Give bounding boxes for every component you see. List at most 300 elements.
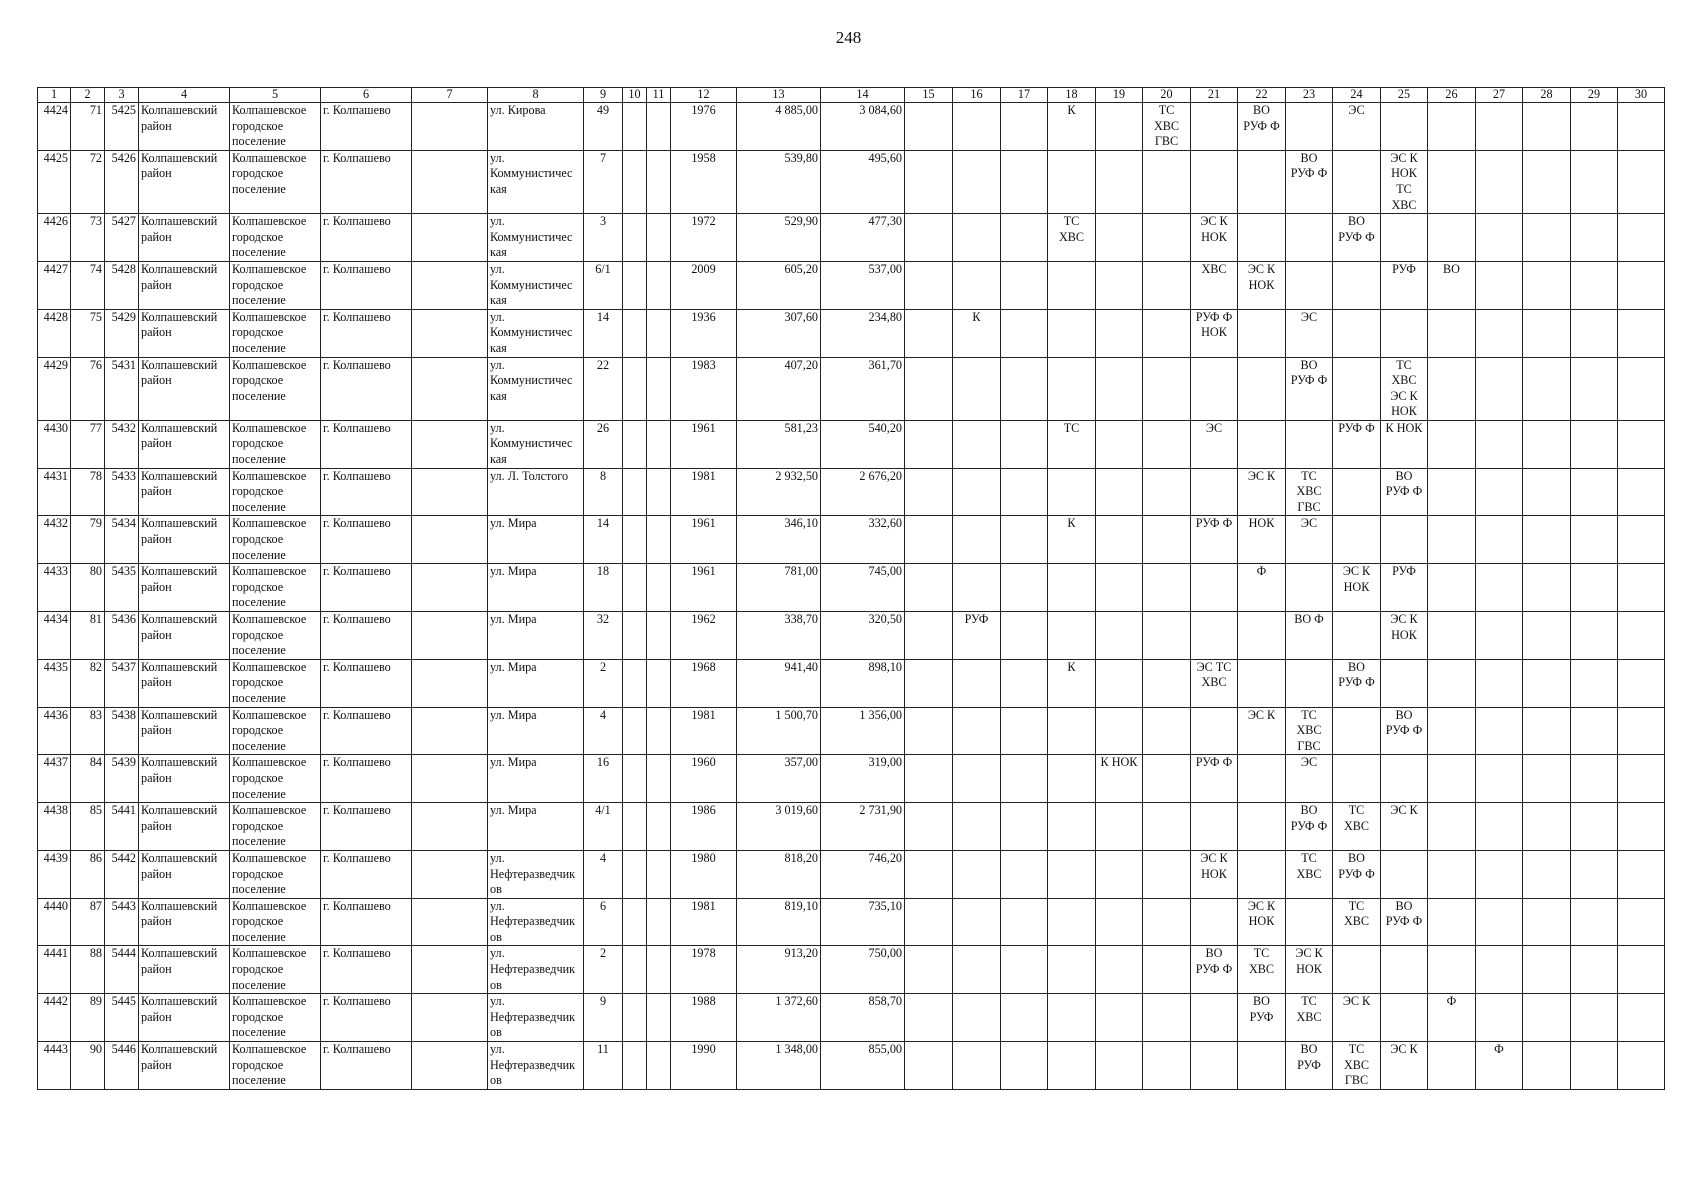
work-code-cell: ЭС К — [1238, 468, 1286, 516]
work-code-cell — [1618, 994, 1665, 1042]
work-code-cell — [1048, 898, 1096, 946]
column-header: 27 — [1476, 88, 1523, 103]
work-code-cell — [1333, 261, 1381, 309]
work-code-cell — [1618, 612, 1665, 660]
row-index-cell: 77 — [71, 420, 105, 468]
object-code-cell: 5444 — [105, 946, 139, 994]
row-id-cell: 4443 — [38, 1042, 71, 1090]
year-built-cell: 1958 — [671, 150, 737, 213]
work-code-cell — [1618, 357, 1665, 420]
work-code-cell — [1428, 420, 1476, 468]
work-code-cell — [1048, 1042, 1096, 1090]
work-code-cell: ТС ХВС ЭС К НОК — [1381, 357, 1428, 420]
work-code-cell — [1333, 516, 1381, 564]
work-code-cell: ХВС — [1191, 261, 1238, 309]
street-cell: ул. Мира — [488, 707, 584, 755]
work-code-cell: ТС ХВС — [1286, 850, 1333, 898]
work-code-cell — [953, 1042, 1001, 1090]
col-11-cell — [647, 357, 671, 420]
col-10-cell — [623, 357, 647, 420]
col-10-cell — [623, 850, 647, 898]
town-cell: г. Колпашево — [321, 420, 412, 468]
street-cell: ул. Коммунистичес кая — [488, 261, 584, 309]
object-code-cell: 5437 — [105, 659, 139, 707]
work-code-cell — [1618, 850, 1665, 898]
work-code-cell — [1618, 214, 1665, 262]
total-area-cell: 2 932,50 — [737, 468, 821, 516]
object-code-cell: 5434 — [105, 516, 139, 564]
work-code-cell — [1476, 150, 1523, 213]
work-code-cell — [1571, 898, 1618, 946]
work-code-cell — [1476, 803, 1523, 851]
column-header: 26 — [1428, 88, 1476, 103]
col-10-cell — [623, 707, 647, 755]
work-code-cell — [1618, 103, 1665, 151]
work-code-cell — [1238, 420, 1286, 468]
col-11-cell — [647, 612, 671, 660]
col-10-cell — [623, 803, 647, 851]
row-index-cell: 83 — [71, 707, 105, 755]
settlement-cell: Колпашевское городское поселение — [230, 1042, 321, 1090]
work-code-cell: К — [953, 309, 1001, 357]
work-code-cell — [1143, 612, 1191, 660]
living-area-cell: 855,00 — [821, 1042, 905, 1090]
work-code-cell — [1476, 850, 1523, 898]
work-code-cell — [1571, 803, 1618, 851]
column-header: 8 — [488, 88, 584, 103]
work-code-cell — [1476, 103, 1523, 151]
object-code-cell: 5431 — [105, 357, 139, 420]
work-code-cell — [1001, 357, 1048, 420]
work-code-cell — [1476, 357, 1523, 420]
work-code-cell — [905, 994, 953, 1042]
settlement-cell: Колпашевское городское поселение — [230, 898, 321, 946]
town-cell: г. Колпашево — [321, 214, 412, 262]
row-index-cell: 72 — [71, 150, 105, 213]
district-cell: Колпашевский район — [139, 850, 230, 898]
town-cell: г. Колпашево — [321, 516, 412, 564]
work-code-cell — [1191, 103, 1238, 151]
col-7-cell — [412, 150, 488, 213]
settlement-cell: Колпашевское городское поселение — [230, 612, 321, 660]
work-code-cell — [1143, 420, 1191, 468]
house-number-cell: 14 — [584, 516, 623, 564]
street-cell: ул. Мира — [488, 659, 584, 707]
work-code-cell: ВО РУФ Ф — [1191, 946, 1238, 994]
column-header: 15 — [905, 88, 953, 103]
column-header: 29 — [1571, 88, 1618, 103]
work-code-cell: К НОК — [1096, 755, 1143, 803]
settlement-cell: Колпашевское городское поселение — [230, 707, 321, 755]
work-code-cell: ЭС К НОК — [1191, 214, 1238, 262]
column-header: 17 — [1001, 88, 1048, 103]
row-index-cell: 79 — [71, 516, 105, 564]
total-area-cell: 605,20 — [737, 261, 821, 309]
district-cell: Колпашевский район — [139, 357, 230, 420]
work-code-cell — [1096, 261, 1143, 309]
work-code-cell — [1143, 516, 1191, 564]
row-id-cell: 4429 — [38, 357, 71, 420]
house-number-cell: 3 — [584, 214, 623, 262]
street-cell: ул. Коммунистичес кая — [488, 357, 584, 420]
work-code-cell: ТС — [1048, 420, 1096, 468]
settlement-cell: Колпашевское городское поселение — [230, 261, 321, 309]
settlement-cell: Колпашевское городское поселение — [230, 214, 321, 262]
work-code-cell: ТС ХВС — [1286, 994, 1333, 1042]
work-code-cell: ЭС — [1286, 309, 1333, 357]
work-code-cell: ТС ХВС — [1048, 214, 1096, 262]
work-code-cell — [953, 103, 1001, 151]
year-built-cell: 1990 — [671, 1042, 737, 1090]
living-area-cell: 361,70 — [821, 357, 905, 420]
work-code-cell — [1428, 150, 1476, 213]
work-code-cell — [1048, 707, 1096, 755]
work-code-cell — [1428, 946, 1476, 994]
work-code-cell — [1476, 994, 1523, 1042]
work-code-cell: ВО РУФ — [1238, 994, 1286, 1042]
work-code-cell: РУФ Ф — [1191, 755, 1238, 803]
col-7-cell — [412, 994, 488, 1042]
work-code-cell — [1523, 150, 1571, 213]
work-code-cell — [1523, 850, 1571, 898]
total-area-cell: 941,40 — [737, 659, 821, 707]
row-id-cell: 4439 — [38, 850, 71, 898]
settlement-cell: Колпашевское городское поселение — [230, 994, 321, 1042]
work-code-cell — [953, 898, 1001, 946]
house-number-cell: 6/1 — [584, 261, 623, 309]
work-code-cell — [1333, 707, 1381, 755]
object-code-cell: 5432 — [105, 420, 139, 468]
col-7-cell — [412, 420, 488, 468]
row-id-cell: 4436 — [38, 707, 71, 755]
total-area-cell: 1 372,60 — [737, 994, 821, 1042]
district-cell: Колпашевский район — [139, 994, 230, 1042]
col-11-cell — [647, 103, 671, 151]
work-code-cell — [905, 755, 953, 803]
work-code-cell: ЭС — [1191, 420, 1238, 468]
town-cell: г. Колпашево — [321, 468, 412, 516]
object-code-cell: 5425 — [105, 103, 139, 151]
row-index-cell: 71 — [71, 103, 105, 151]
total-area-cell: 529,90 — [737, 214, 821, 262]
work-code-cell — [1096, 420, 1143, 468]
work-code-cell — [1333, 357, 1381, 420]
row-id-cell: 4424 — [38, 103, 71, 151]
col-11-cell — [647, 803, 671, 851]
work-code-cell: НОК — [1238, 516, 1286, 564]
year-built-cell: 1981 — [671, 468, 737, 516]
page-number: 248 — [835, 28, 862, 47]
town-cell: г. Колпашево — [321, 103, 412, 151]
district-cell: Колпашевский район — [139, 803, 230, 851]
work-code-cell — [1143, 946, 1191, 994]
col-7-cell — [412, 309, 488, 357]
living-area-cell: 3 084,60 — [821, 103, 905, 151]
work-code-cell — [1143, 755, 1191, 803]
work-code-cell — [1618, 755, 1665, 803]
column-header: 6 — [321, 88, 412, 103]
work-code-cell — [1381, 850, 1428, 898]
work-code-cell — [1001, 803, 1048, 851]
year-built-cell: 1978 — [671, 946, 737, 994]
row-index-cell: 74 — [71, 261, 105, 309]
work-code-cell — [1048, 946, 1096, 994]
work-code-cell — [953, 468, 1001, 516]
work-code-cell: ЭС К НОК ТС ХВС — [1381, 150, 1428, 213]
work-code-cell: ВО РУФ Ф — [1238, 103, 1286, 151]
work-code-cell — [1096, 214, 1143, 262]
col-11-cell — [647, 516, 671, 564]
work-code-cell — [1476, 659, 1523, 707]
col-10-cell — [623, 755, 647, 803]
table-row — [38, 803, 1665, 851]
work-code-cell — [1096, 309, 1143, 357]
work-code-cell — [1048, 994, 1096, 1042]
year-built-cell: 1961 — [671, 420, 737, 468]
work-code-cell — [1381, 309, 1428, 357]
street-cell: ул. Коммунистичес кая — [488, 420, 584, 468]
total-area-cell: 307,60 — [737, 309, 821, 357]
work-code-cell — [1048, 309, 1096, 357]
work-code-cell — [1381, 994, 1428, 1042]
settlement-cell: Колпашевское городское поселение — [230, 357, 321, 420]
work-code-cell — [1523, 468, 1571, 516]
work-code-cell — [1523, 103, 1571, 151]
column-header: 25 — [1381, 88, 1428, 103]
work-code-cell: ТС ХВС ГВС — [1286, 707, 1333, 755]
district-cell: Колпашевский район — [139, 898, 230, 946]
object-code-cell: 5428 — [105, 261, 139, 309]
work-code-cell — [1571, 516, 1618, 564]
work-code-cell — [1238, 1042, 1286, 1090]
total-area-cell: 581,23 — [737, 420, 821, 468]
work-code-cell: ВО РУФ Ф — [1381, 707, 1428, 755]
table-row — [38, 261, 1665, 309]
col-11-cell — [647, 898, 671, 946]
work-code-cell — [1523, 214, 1571, 262]
work-code-cell — [1096, 357, 1143, 420]
work-code-cell — [1048, 261, 1096, 309]
total-area-cell: 357,00 — [737, 755, 821, 803]
work-code-cell — [1476, 261, 1523, 309]
row-index-cell: 85 — [71, 803, 105, 851]
work-code-cell — [1571, 150, 1618, 213]
col-10-cell — [623, 420, 647, 468]
work-code-cell — [1381, 659, 1428, 707]
house-number-cell: 7 — [584, 150, 623, 213]
street-cell: ул. Л. Толстого — [488, 468, 584, 516]
work-code-cell: ВО Ф — [1286, 612, 1333, 660]
work-code-cell: ТС ХВС ГВС — [1286, 468, 1333, 516]
object-code-cell: 5441 — [105, 803, 139, 851]
living-area-cell: 234,80 — [821, 309, 905, 357]
work-code-cell — [1428, 850, 1476, 898]
year-built-cell: 1961 — [671, 564, 737, 612]
work-code-cell — [1143, 261, 1191, 309]
work-code-cell — [1001, 612, 1048, 660]
work-code-cell — [953, 516, 1001, 564]
work-code-cell — [1618, 946, 1665, 994]
total-area-cell: 818,20 — [737, 850, 821, 898]
work-code-cell — [1428, 103, 1476, 151]
living-area-cell: 898,10 — [821, 659, 905, 707]
year-built-cell: 1983 — [671, 357, 737, 420]
work-code-cell — [1523, 994, 1571, 1042]
work-code-cell — [1238, 357, 1286, 420]
col-7-cell — [412, 612, 488, 660]
town-cell: г. Колпашево — [321, 707, 412, 755]
work-code-cell: ЭС К — [1381, 803, 1428, 851]
work-code-cell — [1001, 755, 1048, 803]
living-area-cell: 332,60 — [821, 516, 905, 564]
work-code-cell — [1333, 150, 1381, 213]
total-area-cell: 781,00 — [737, 564, 821, 612]
work-code-cell: Ф — [1476, 1042, 1523, 1090]
work-code-cell — [1476, 309, 1523, 357]
work-code-cell — [1001, 468, 1048, 516]
table-row — [38, 1042, 1665, 1090]
total-area-cell: 913,20 — [737, 946, 821, 994]
work-code-cell — [1523, 946, 1571, 994]
work-code-cell — [1618, 564, 1665, 612]
work-code-cell — [1428, 468, 1476, 516]
year-built-cell: 1981 — [671, 898, 737, 946]
work-code-cell — [1286, 103, 1333, 151]
settlement-cell: Колпашевское городское поселение — [230, 516, 321, 564]
col-7-cell — [412, 214, 488, 262]
work-code-cell: РУФ Ф — [1191, 516, 1238, 564]
district-cell: Колпашевский район — [139, 1042, 230, 1090]
work-code-cell — [1001, 659, 1048, 707]
col-7-cell — [412, 946, 488, 994]
object-code-cell: 5443 — [105, 898, 139, 946]
table-row — [38, 420, 1665, 468]
work-code-cell — [905, 946, 953, 994]
work-code-cell — [953, 564, 1001, 612]
row-id-cell: 4435 — [38, 659, 71, 707]
work-code-cell — [1096, 850, 1143, 898]
work-code-cell — [1571, 468, 1618, 516]
row-index-cell: 86 — [71, 850, 105, 898]
col-11-cell — [647, 850, 671, 898]
work-code-cell — [953, 803, 1001, 851]
settlement-cell: Колпашевское городское поселение — [230, 946, 321, 994]
col-10-cell — [623, 1042, 647, 1090]
row-index-cell: 81 — [71, 612, 105, 660]
work-code-cell — [1618, 150, 1665, 213]
work-code-cell — [1523, 516, 1571, 564]
work-code-cell — [1143, 803, 1191, 851]
col-11-cell — [647, 994, 671, 1042]
col-7-cell — [412, 261, 488, 309]
work-code-cell — [1001, 707, 1048, 755]
district-cell: Колпашевский район — [139, 261, 230, 309]
work-code-cell — [1428, 516, 1476, 564]
table-row — [38, 468, 1665, 516]
column-header: 22 — [1238, 88, 1286, 103]
house-number-cell: 14 — [584, 309, 623, 357]
work-code-cell: ВО РУФ Ф — [1286, 357, 1333, 420]
work-code-cell — [1618, 309, 1665, 357]
town-cell: г. Колпашево — [321, 150, 412, 213]
column-header: 24 — [1333, 88, 1381, 103]
table-row — [38, 516, 1665, 564]
living-area-cell: 2 731,90 — [821, 803, 905, 851]
work-code-cell — [1001, 850, 1048, 898]
house-number-cell: 4/1 — [584, 803, 623, 851]
work-code-cell: ЭС — [1286, 755, 1333, 803]
work-code-cell — [1096, 564, 1143, 612]
work-code-cell — [905, 707, 953, 755]
work-code-cell — [1286, 898, 1333, 946]
living-area-cell: 1 356,00 — [821, 707, 905, 755]
work-code-cell — [1571, 755, 1618, 803]
district-cell: Колпашевский район — [139, 214, 230, 262]
town-cell: г. Колпашево — [321, 309, 412, 357]
work-code-cell — [1286, 214, 1333, 262]
work-code-cell — [953, 214, 1001, 262]
row-index-cell: 82 — [71, 659, 105, 707]
work-code-cell — [1523, 612, 1571, 660]
col-7-cell — [412, 516, 488, 564]
column-header: 10 — [623, 88, 647, 103]
settlement-cell: Колпашевское городское поселение — [230, 564, 321, 612]
object-code-cell: 5426 — [105, 150, 139, 213]
table-row — [38, 309, 1665, 357]
work-code-cell — [1143, 1042, 1191, 1090]
street-cell: ул. Мира — [488, 516, 584, 564]
house-number-cell: 18 — [584, 564, 623, 612]
district-cell: Колпашевский район — [139, 755, 230, 803]
town-cell: г. Колпашево — [321, 850, 412, 898]
row-index-cell: 80 — [71, 564, 105, 612]
town-cell: г. Колпашево — [321, 803, 412, 851]
street-cell: ул. Мира — [488, 612, 584, 660]
living-area-cell: 735,10 — [821, 898, 905, 946]
street-cell: ул. Нефтеразведчик ов — [488, 946, 584, 994]
street-cell: ул. Коммунистичес кая — [488, 214, 584, 262]
street-cell: ул. Нефтеразведчик ов — [488, 850, 584, 898]
work-code-cell — [1428, 803, 1476, 851]
work-code-cell — [953, 420, 1001, 468]
col-10-cell — [623, 898, 647, 946]
work-code-cell: ЭС К — [1333, 994, 1381, 1042]
work-code-cell — [1571, 309, 1618, 357]
living-area-cell: 2 676,20 — [821, 468, 905, 516]
work-code-cell — [1096, 994, 1143, 1042]
work-code-cell — [1001, 420, 1048, 468]
col-7-cell — [412, 803, 488, 851]
work-code-cell — [1618, 516, 1665, 564]
work-code-cell: ЭС К НОК — [1191, 850, 1238, 898]
table-row — [38, 564, 1665, 612]
living-area-cell: 750,00 — [821, 946, 905, 994]
work-code-cell — [905, 850, 953, 898]
work-code-cell: Ф — [1238, 564, 1286, 612]
col-11-cell — [647, 707, 671, 755]
work-code-cell — [1428, 659, 1476, 707]
work-code-cell — [1523, 803, 1571, 851]
table-row — [38, 103, 1665, 151]
work-code-cell — [1523, 564, 1571, 612]
work-code-cell — [1476, 420, 1523, 468]
year-built-cell: 1968 — [671, 659, 737, 707]
year-built-cell: 1960 — [671, 755, 737, 803]
district-cell: Колпашевский район — [139, 420, 230, 468]
work-code-cell — [1001, 214, 1048, 262]
work-code-cell — [1476, 898, 1523, 946]
work-code-cell — [905, 898, 953, 946]
